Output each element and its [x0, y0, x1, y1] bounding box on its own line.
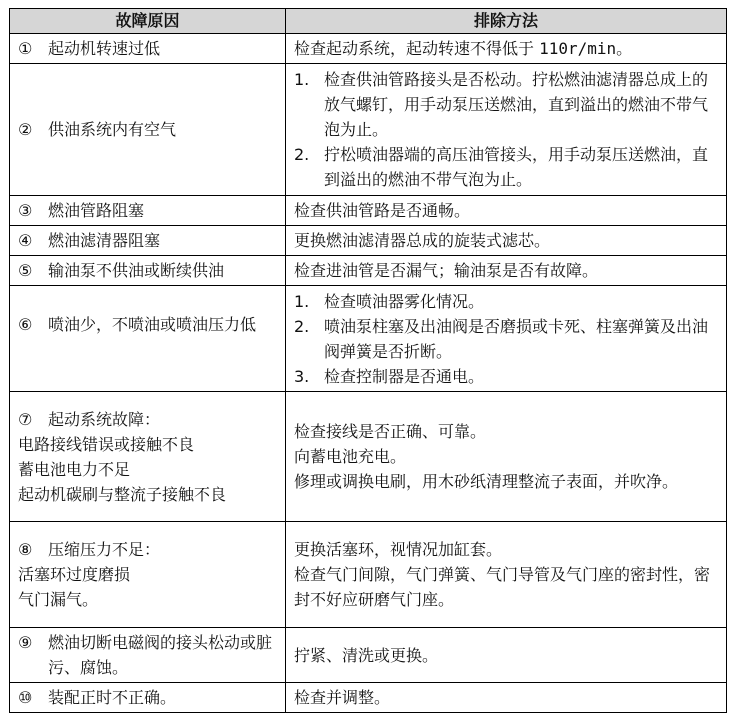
solution-line: 更换活塞环，视情况加缸套。: [294, 540, 503, 559]
cause-text: 压缩压力不足：: [48, 540, 161, 559]
solution-line: 检查气门间隙，气门弹簧、气门导管及气门座的密封性，密封不好应研磨气门座。: [294, 565, 711, 609]
table-row: [10, 628, 727, 683]
cause-text: 输油泵不供油或断续供油: [48, 261, 225, 280]
cause-cell: [10, 196, 286, 226]
cause-cell: [10, 522, 286, 628]
row-marker: ⑤: [18, 261, 33, 280]
header-cause: 故障原因: [10, 9, 286, 34]
row-marker: ③: [18, 201, 33, 220]
row-marker: ⑥: [18, 315, 33, 334]
header-row: [10, 9, 727, 34]
table-row: [10, 64, 727, 196]
cause-cell: [10, 64, 286, 196]
cause-cell: [10, 392, 286, 522]
solution-cell: 检查供油管路是否通畅。: [286, 196, 727, 226]
cause-text: 燃油切断电磁阀的接头松动或脏污、腐蚀。: [48, 633, 273, 677]
solution-cell: [286, 392, 727, 522]
troubleshooting-table: [9, 8, 727, 713]
solution-cell: 拧紧、清洗或更换。: [286, 628, 727, 683]
cause-line: 气门漏气。: [18, 590, 99, 609]
table-row: [10, 392, 727, 522]
table-row: [10, 683, 727, 713]
table-row: [10, 226, 727, 256]
header-solution: 排除方法: [286, 9, 727, 34]
list-item: 1. 检查喷油器雾化情况。: [294, 291, 485, 311]
cause-text: 装配正时不正确。: [48, 688, 177, 707]
cause-text: 起动系统故障：: [48, 409, 161, 429]
row-marker: ⑨: [18, 633, 33, 652]
cause-cell: [10, 286, 286, 392]
cause-cell: [10, 34, 286, 64]
cause-line: 电路接线错误或接触不良: [18, 434, 195, 454]
list-item: 2. 拧松喷油器端的高压油管接头，用手动泵压送燃油，直到溢出的燃油不带气泡为止。: [294, 145, 709, 189]
cause-text: 起动机转速过低: [48, 39, 161, 58]
solution-cell: [286, 64, 727, 196]
table-row: [10, 522, 727, 628]
table-row: [10, 286, 727, 392]
row-marker: ②: [18, 120, 33, 139]
cause-cell: [10, 683, 286, 713]
cause-text: 喷油少，不喷油或喷油压力低: [48, 315, 257, 334]
list-item: 2. 喷油泵柱塞及出油阀是否磨损或卡死、柱塞弹簧及出油阀弹簧是否折断。: [294, 316, 709, 361]
solution-punct: 。: [616, 39, 633, 58]
solution-line: 检查接线是否正确、可靠。: [294, 422, 487, 441]
cause-line: 蓄电池电力不足: [18, 459, 131, 479]
speed-value: 110r/min: [539, 39, 617, 58]
solution-line: 向蓄电池充电。: [294, 447, 407, 466]
row-marker: ④: [18, 231, 33, 250]
cause-line: 起动机碳刷与整流子接触不良: [18, 484, 227, 504]
solution-cell: [286, 34, 727, 64]
cause-cell: [10, 256, 286, 286]
cause-line: 活塞环过度磨损: [18, 565, 131, 584]
cause-text: 供油系统内有空气: [48, 120, 177, 139]
solution-cell: 更换燃油滤清器总成的旋装式滤芯。: [286, 226, 727, 256]
cause-text: 燃油管路阻塞: [48, 201, 145, 220]
row-marker: ⑧: [18, 540, 33, 559]
table-row: [10, 34, 727, 64]
row-marker: ①: [18, 39, 33, 58]
cause-text: 燃油滤清器阻塞: [48, 231, 161, 250]
solution-text: 检查起动系统，起动转速不得低于: [294, 39, 540, 58]
list-item: 1. 检查供油管路接头是否松动。拧松燃油滤清器总成上的放气螺钉，用手动泵压送燃油，直到溢出的燃油不带气泡为止。: [294, 70, 709, 139]
solution-cell: [286, 286, 727, 392]
cause-cell: [10, 226, 286, 256]
table-row: [10, 196, 727, 226]
solution-cell: [286, 522, 727, 628]
row-marker: ⑦: [18, 409, 33, 429]
solution-cell: 检查进油管是否漏气；输油泵是否有故障。: [286, 256, 727, 286]
solution-cell: 检查并调整。: [286, 683, 727, 713]
solution-line: 修理或调换电刷，用木砂纸清理整流子表面，并吹净。: [294, 472, 679, 491]
table-row: [10, 256, 727, 286]
list-item: 3. 检查控制器是否通电。: [294, 366, 485, 386]
cause-cell: [10, 628, 286, 683]
row-marker: ⑩: [18, 688, 33, 707]
